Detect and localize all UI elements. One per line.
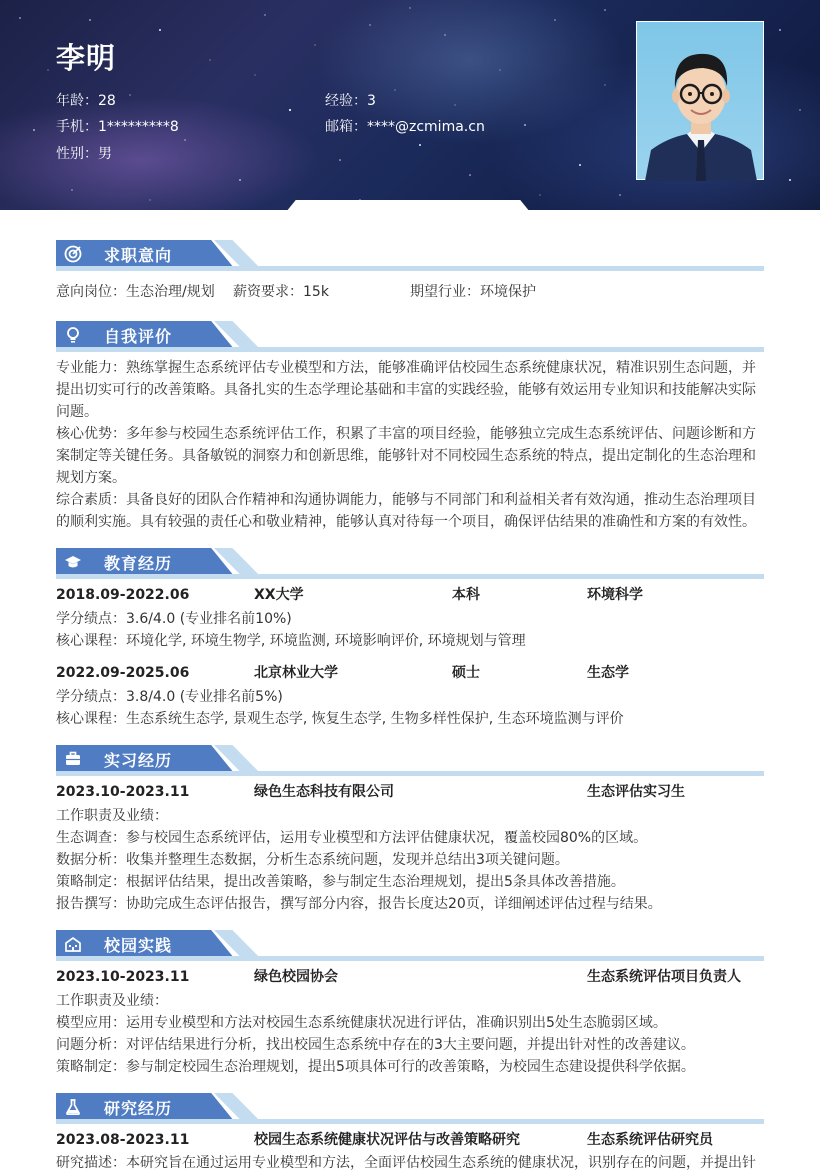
section-header-intent bbox=[56, 240, 764, 272]
email-info bbox=[325, 116, 485, 136]
intent-salary: 薪资要求：15k bbox=[233, 284, 329, 300]
edu-school: 北京林业大学 bbox=[254, 665, 338, 681]
campus-line: 工作职责及业绩： bbox=[56, 993, 168, 1009]
section-title: 实习经历 bbox=[104, 751, 173, 770]
age-info bbox=[56, 90, 116, 110]
edu-period: 2022.09-2025.06 bbox=[56, 665, 190, 681]
intent-row bbox=[56, 281, 764, 303]
intern-line: 数据分析：收集并整理生态数据，分析生态系统问题，发现并总结出3项关键问题。 bbox=[56, 852, 569, 868]
section-title: 研究经历 bbox=[104, 1099, 173, 1118]
phone-info bbox=[56, 116, 179, 136]
experience-info bbox=[325, 90, 376, 110]
section-header-internship bbox=[56, 745, 764, 777]
gender-label: 性别： bbox=[56, 146, 98, 162]
age-label: 年龄： bbox=[56, 93, 98, 109]
campus-period: 2023.10-2023.11 bbox=[56, 969, 190, 985]
self-eval-paragraph-1: 专业能力：熟练掌握生态系统评估专业模型和方法，能够准确评估校园生态系统健康状况，精准识别生态问题，并提出切实可行的改善策略。具备扎实的生态学理论基础和丰富的实践经验，能够有效运用专业知识和技能解决实际问题。 bbox=[56, 360, 756, 420]
intent-position: 意向岗位：生态治理/规划 bbox=[56, 284, 215, 300]
internship-entry bbox=[56, 781, 764, 803]
building-icon bbox=[64, 935, 82, 953]
section-header-education bbox=[56, 548, 764, 580]
lightbulb-icon bbox=[64, 326, 82, 344]
section-title: 求职意向 bbox=[104, 246, 173, 265]
campus-role: 生态系统评估项目负责人 bbox=[587, 969, 741, 985]
gender-info bbox=[56, 143, 112, 163]
intern-line: 报告撰写：协助完成生态评估报告，撰写部分内容，报告长度达20页，详细阐述评估过程与结果。 bbox=[56, 896, 662, 912]
edu-gpa: 学分绩点：3.6/4.0 (专业排名前10%) bbox=[56, 611, 292, 627]
education-entry-2 bbox=[56, 662, 764, 684]
edu-major: 环境科学 bbox=[587, 587, 643, 603]
phone-value: 1*********8 bbox=[98, 119, 179, 135]
research-project: 校园生态系统健康状况评估与改善策略研究 bbox=[254, 1132, 520, 1148]
research-entry bbox=[56, 1129, 764, 1151]
intern-line: 工作职责及业绩： bbox=[56, 808, 168, 824]
research-description: 研究描述：本研究旨在通过运用专业模型和方法，全面评估校园生态系统的健康状况，识别存在的问题，并提出针 bbox=[56, 1155, 756, 1171]
edu-period: 2018.09-2022.06 bbox=[56, 587, 190, 603]
section-title: 教育经历 bbox=[104, 554, 173, 573]
intern-line: 生态调查：参与校园生态系统评估，运用专业模型和方法评估健康状况，覆盖校园80%的区域。 bbox=[56, 830, 648, 846]
edu-degree: 硕士 bbox=[452, 665, 480, 681]
section-title: 自我评价 bbox=[104, 327, 173, 346]
experience-label: 经验： bbox=[325, 93, 367, 109]
phone-label: 手机： bbox=[56, 119, 98, 135]
campus-line: 模型应用：运用专业模型和方法对校园生态系统健康状况进行评估，准确识别出5处生态脆弱区域。 bbox=[56, 1015, 667, 1031]
intent-industry: 期望行业：环境保护 bbox=[410, 284, 536, 300]
self-eval-paragraph-2: 核心优势：多年参与校园生态系统评估工作，积累了丰富的项目经验，能够独立完成生态系统评估、问题诊断和方案制定等关键任务。具备敏锐的洞察力和创新思维，能够针对不同校园生态系统的特点，提出定制化的生态治理和规划方案。 bbox=[56, 426, 756, 486]
research-role: 生态系统评估研究员 bbox=[587, 1132, 713, 1148]
candidate-name: 李明 bbox=[56, 41, 117, 75]
edu-courses: 核心课程：环境化学, 环境生物学, 环境监测, 环境影响评价, 环境规划与管理 bbox=[56, 633, 526, 649]
section-header-research bbox=[56, 1093, 764, 1125]
section-title: 校园实践 bbox=[104, 936, 173, 955]
email-value: ****@zcmima.cn bbox=[367, 119, 485, 135]
intern-company: 绿色生态科技有限公司 bbox=[254, 784, 394, 800]
self-eval-paragraph-3: 综合素质：具备良好的团队合作精神和沟通协调能力，能够与不同部门和利益相关者有效沟通，推动生态治理项目的顺利实施。具有较强的责任心和敬业精神，能够认真对待每一个项目，确保评估结果的准确性和方案的有效性。 bbox=[56, 492, 756, 530]
section-header-self-eval bbox=[56, 321, 764, 353]
intern-role: 生态评估实习生 bbox=[587, 784, 685, 800]
email-label: 邮箱： bbox=[325, 119, 367, 135]
edu-courses: 核心课程：生态系统生态学, 景观生态学, 恢复生态学, 生物多样性保护, 生态环境监测与评价 bbox=[56, 711, 624, 727]
briefcase-icon bbox=[64, 750, 82, 768]
intern-period: 2023.10-2023.11 bbox=[56, 784, 190, 800]
flask-icon bbox=[64, 1098, 82, 1116]
experience-value: 3 bbox=[367, 93, 376, 109]
target-icon bbox=[64, 245, 82, 263]
research-period: 2023.08-2023.11 bbox=[56, 1132, 190, 1148]
edu-major: 生态学 bbox=[587, 665, 629, 681]
section-header-campus bbox=[56, 930, 764, 962]
intern-line: 策略制定：根据评估结果，提出改善策略，参与制定生态治理规划，提出5条具体改善措施。 bbox=[56, 874, 625, 890]
header-banner bbox=[0, 0, 820, 210]
edu-degree: 本科 bbox=[452, 587, 480, 603]
campus-org: 绿色校园协会 bbox=[254, 969, 338, 985]
gender-value: 男 bbox=[98, 146, 112, 162]
edu-school: XX大学 bbox=[254, 587, 304, 603]
graduation-cap-icon bbox=[64, 553, 82, 571]
age-value: 28 bbox=[98, 93, 116, 109]
campus-line: 策略制定：参与制定校园生态治理规划，提出5项具体可行的改善策略，为校园生态建设提供科学依据。 bbox=[56, 1059, 695, 1075]
education-entry-1 bbox=[56, 584, 764, 606]
campus-entry bbox=[56, 966, 764, 988]
header-notch bbox=[286, 200, 530, 212]
campus-line: 问题分析：对评估结果进行分析，找出校园生态系统中存在的3大主要问题，并提出针对性的改善建议。 bbox=[56, 1037, 695, 1053]
avatar bbox=[636, 21, 764, 180]
edu-gpa: 学分绩点：3.8/4.0 (专业排名前5%) bbox=[56, 689, 283, 705]
